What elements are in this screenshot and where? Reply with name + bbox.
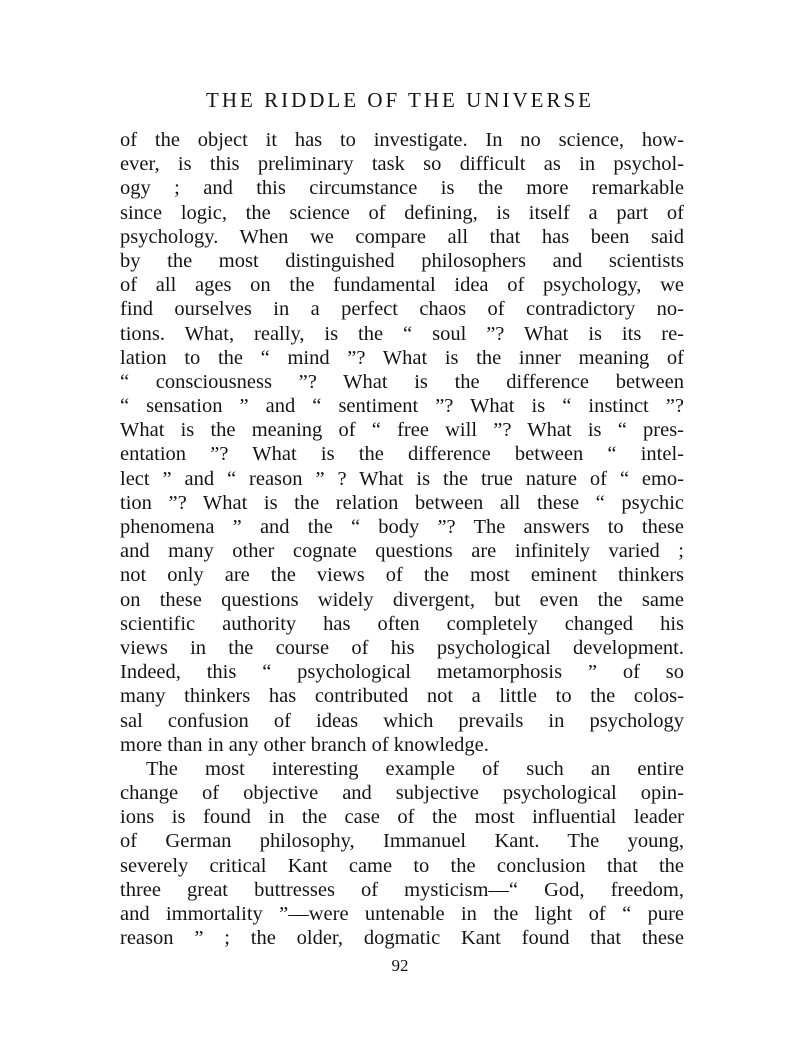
text-line: find ourselves in a perfect chaos of contradictory no- (120, 298, 684, 321)
text-line: phenomena ” and the “ body ”? The answers to these (120, 516, 684, 538)
text-line: not only are the views of the most eminent thinkers (120, 564, 684, 587)
page-number: 92 (391, 956, 409, 975)
text-line: “ consciousness ”? What is the difference between (120, 370, 684, 393)
text-line: psychology. When we compare all that has been said (120, 225, 684, 248)
text-line: reason ” ; the older, dogmatic Kant found that these (120, 927, 684, 950)
text-line: ions is found in the case of the most influential leader (120, 806, 684, 829)
text-line: three great buttresses of mysticism—“ God, freedom, (120, 878, 684, 901)
text-line: of all ages on the fundamental idea of psychology, we (120, 274, 684, 297)
text-line: views in the course of his psychological development. (120, 636, 684, 659)
text-line: since logic, the science of defining, is itself a part of (120, 201, 684, 224)
text-line: of German philosophy, Immanuel Kant. The young, (120, 830, 684, 853)
text-line: by the most distinguished philosophers and scientists (120, 249, 684, 272)
text-line: What is the meaning of “ free will ”? What is “ pres- (120, 419, 684, 442)
body-text (120, 128, 684, 950)
text-line: change of objective and subjective psychological opin- (120, 782, 684, 805)
paragraph (120, 128, 684, 757)
text-line: and many other cognate questions are infinitely varied ; (120, 540, 684, 563)
text-line: entation ”? What is the difference between “ intel- (120, 443, 684, 466)
text-line: lect ” and “ reason ” ? What is the true nature of “ emo- (120, 467, 684, 490)
text-line: sal confusion of ideas which prevails in psychology (120, 709, 684, 732)
text-line: on these questions widely divergent, but even the same (120, 588, 684, 611)
text-line: lation to the “ mind ”? What is the inner meaning of (120, 346, 684, 369)
text-line: tion ”? What is the relation between all these “ psychic (120, 491, 684, 514)
text-line: Indeed, this “ psychological metamorphosis ” of so (120, 661, 684, 684)
running-head: THE RIDDLE OF THE UNIVERSE (206, 88, 594, 112)
text-line: ogy ; and this circumstance is the more remarkable (120, 177, 684, 200)
text-line: tions. What, really, is the “ soul ”? What is its re- (120, 322, 684, 345)
text-line: of the object it has to investigate. In no science, how- (120, 129, 684, 151)
text-line: and immortality ”—were untenable in the light of “ pure (120, 903, 684, 925)
text-line: severely critical Kant came to the conclusion that the (120, 854, 684, 877)
text-line: scientific authority has often completely changed his (120, 612, 684, 635)
text-line: more than in any other branch of knowledge. (120, 733, 489, 756)
text-line: ever, is this preliminary task so difficult as in psychol- (120, 153, 684, 176)
text-line: “ sensation ” and “ sentiment ”? What is “ instinct ”? (120, 395, 684, 418)
text-line: many thinkers has contributed not a little to the colos- (120, 685, 684, 708)
paragraph (120, 757, 684, 951)
text-line: The most interesting example of such an entire (146, 757, 684, 780)
